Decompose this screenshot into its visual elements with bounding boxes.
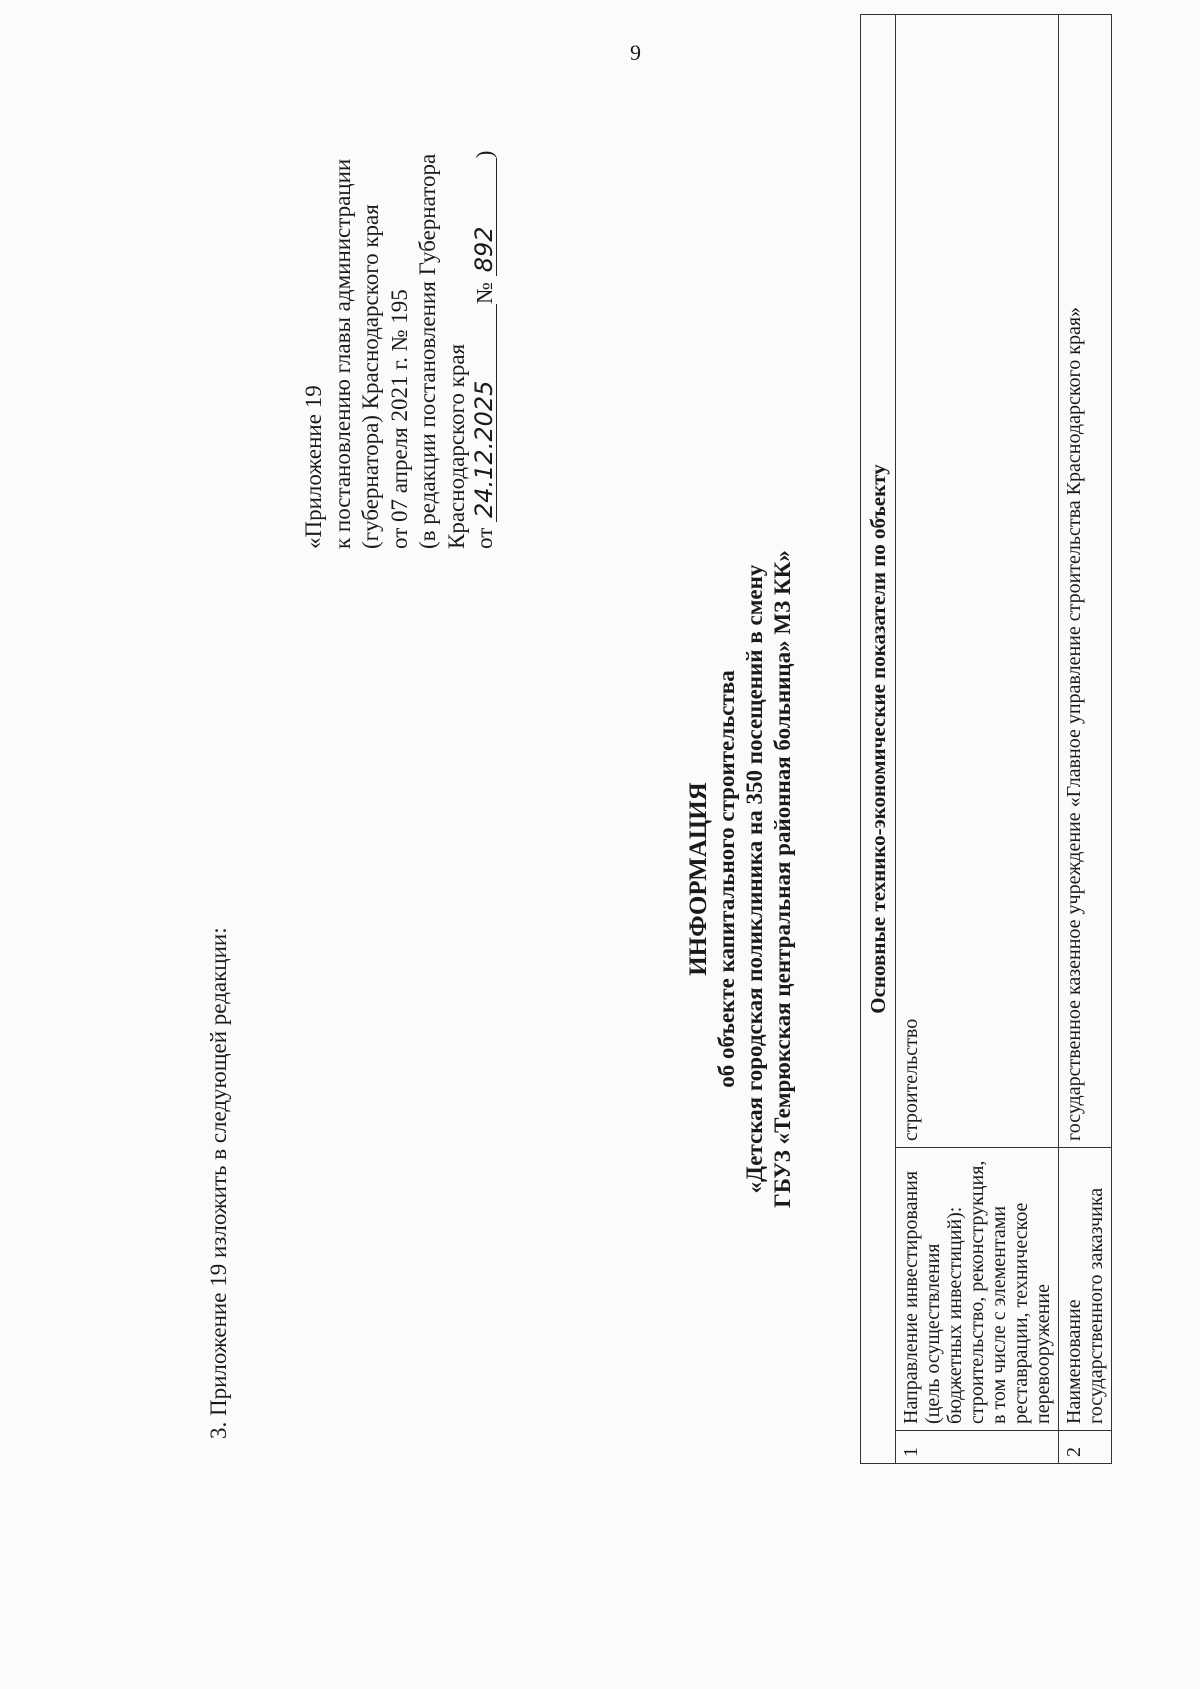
table-row: [896, 15, 1059, 1464]
row-number: 2: [1059, 1431, 1112, 1464]
annex-line-2: к постановлению главы администрации: [329, 158, 355, 549]
handwritten-date: 24.12.2025: [472, 304, 497, 522]
annex-line-4: от 07 апреля 2021 г. № 195: [386, 289, 412, 549]
document-title: [685, 469, 797, 1289]
annex-line-5: (в редакции постановления Губернатора: [415, 153, 440, 549]
handwritten-number: 892: [472, 158, 497, 276]
row-label: Наименование государственного заказчика: [1059, 1148, 1112, 1431]
from-prefix: от: [472, 527, 497, 549]
row-label: Направление инвестирования (цель осуществления бюджетных инвестиций): строительство, реконструкция, в том числе с элементами реставрации, техническое перевооружение: [896, 1148, 1059, 1431]
closing-paren: ): [472, 150, 497, 159]
annex-line-3: (губернатора) Краснодарского края: [358, 204, 383, 549]
row-value: строительство: [896, 15, 1059, 1148]
title-head: ИНФОРМАЦИЯ: [685, 782, 712, 976]
row-number: 1: [896, 1431, 1059, 1464]
table-row: [1059, 15, 1112, 1464]
annex-line-6: Краснодарского края: [443, 343, 469, 549]
annex-title: «Приложение 19: [301, 385, 326, 549]
page-number: 9: [630, 40, 641, 65]
title-line-2: об объекте капитального строительства: [714, 670, 739, 1088]
annex-date-line: [471, 151, 500, 549]
title-line-3: «Детская городская поликлиника на 350 посещений в смену: [742, 564, 767, 1194]
intro-text: 3. Приложение 19 изложить в следующей редакции:: [206, 927, 231, 1439]
title-line-4: ГБУЗ «Темрюкская центральная районная больница» МЗ КК»: [770, 550, 795, 1208]
annex-block: [300, 151, 500, 549]
indicators-table: [860, 14, 1112, 1464]
number-prefix: №: [472, 282, 497, 304]
row-value: государственное казенное учреждение «Главное управление строительства Краснодарского края»: [1059, 15, 1112, 1148]
table-section-header: Основные технико-экономические показатели по объекту: [861, 15, 896, 1464]
